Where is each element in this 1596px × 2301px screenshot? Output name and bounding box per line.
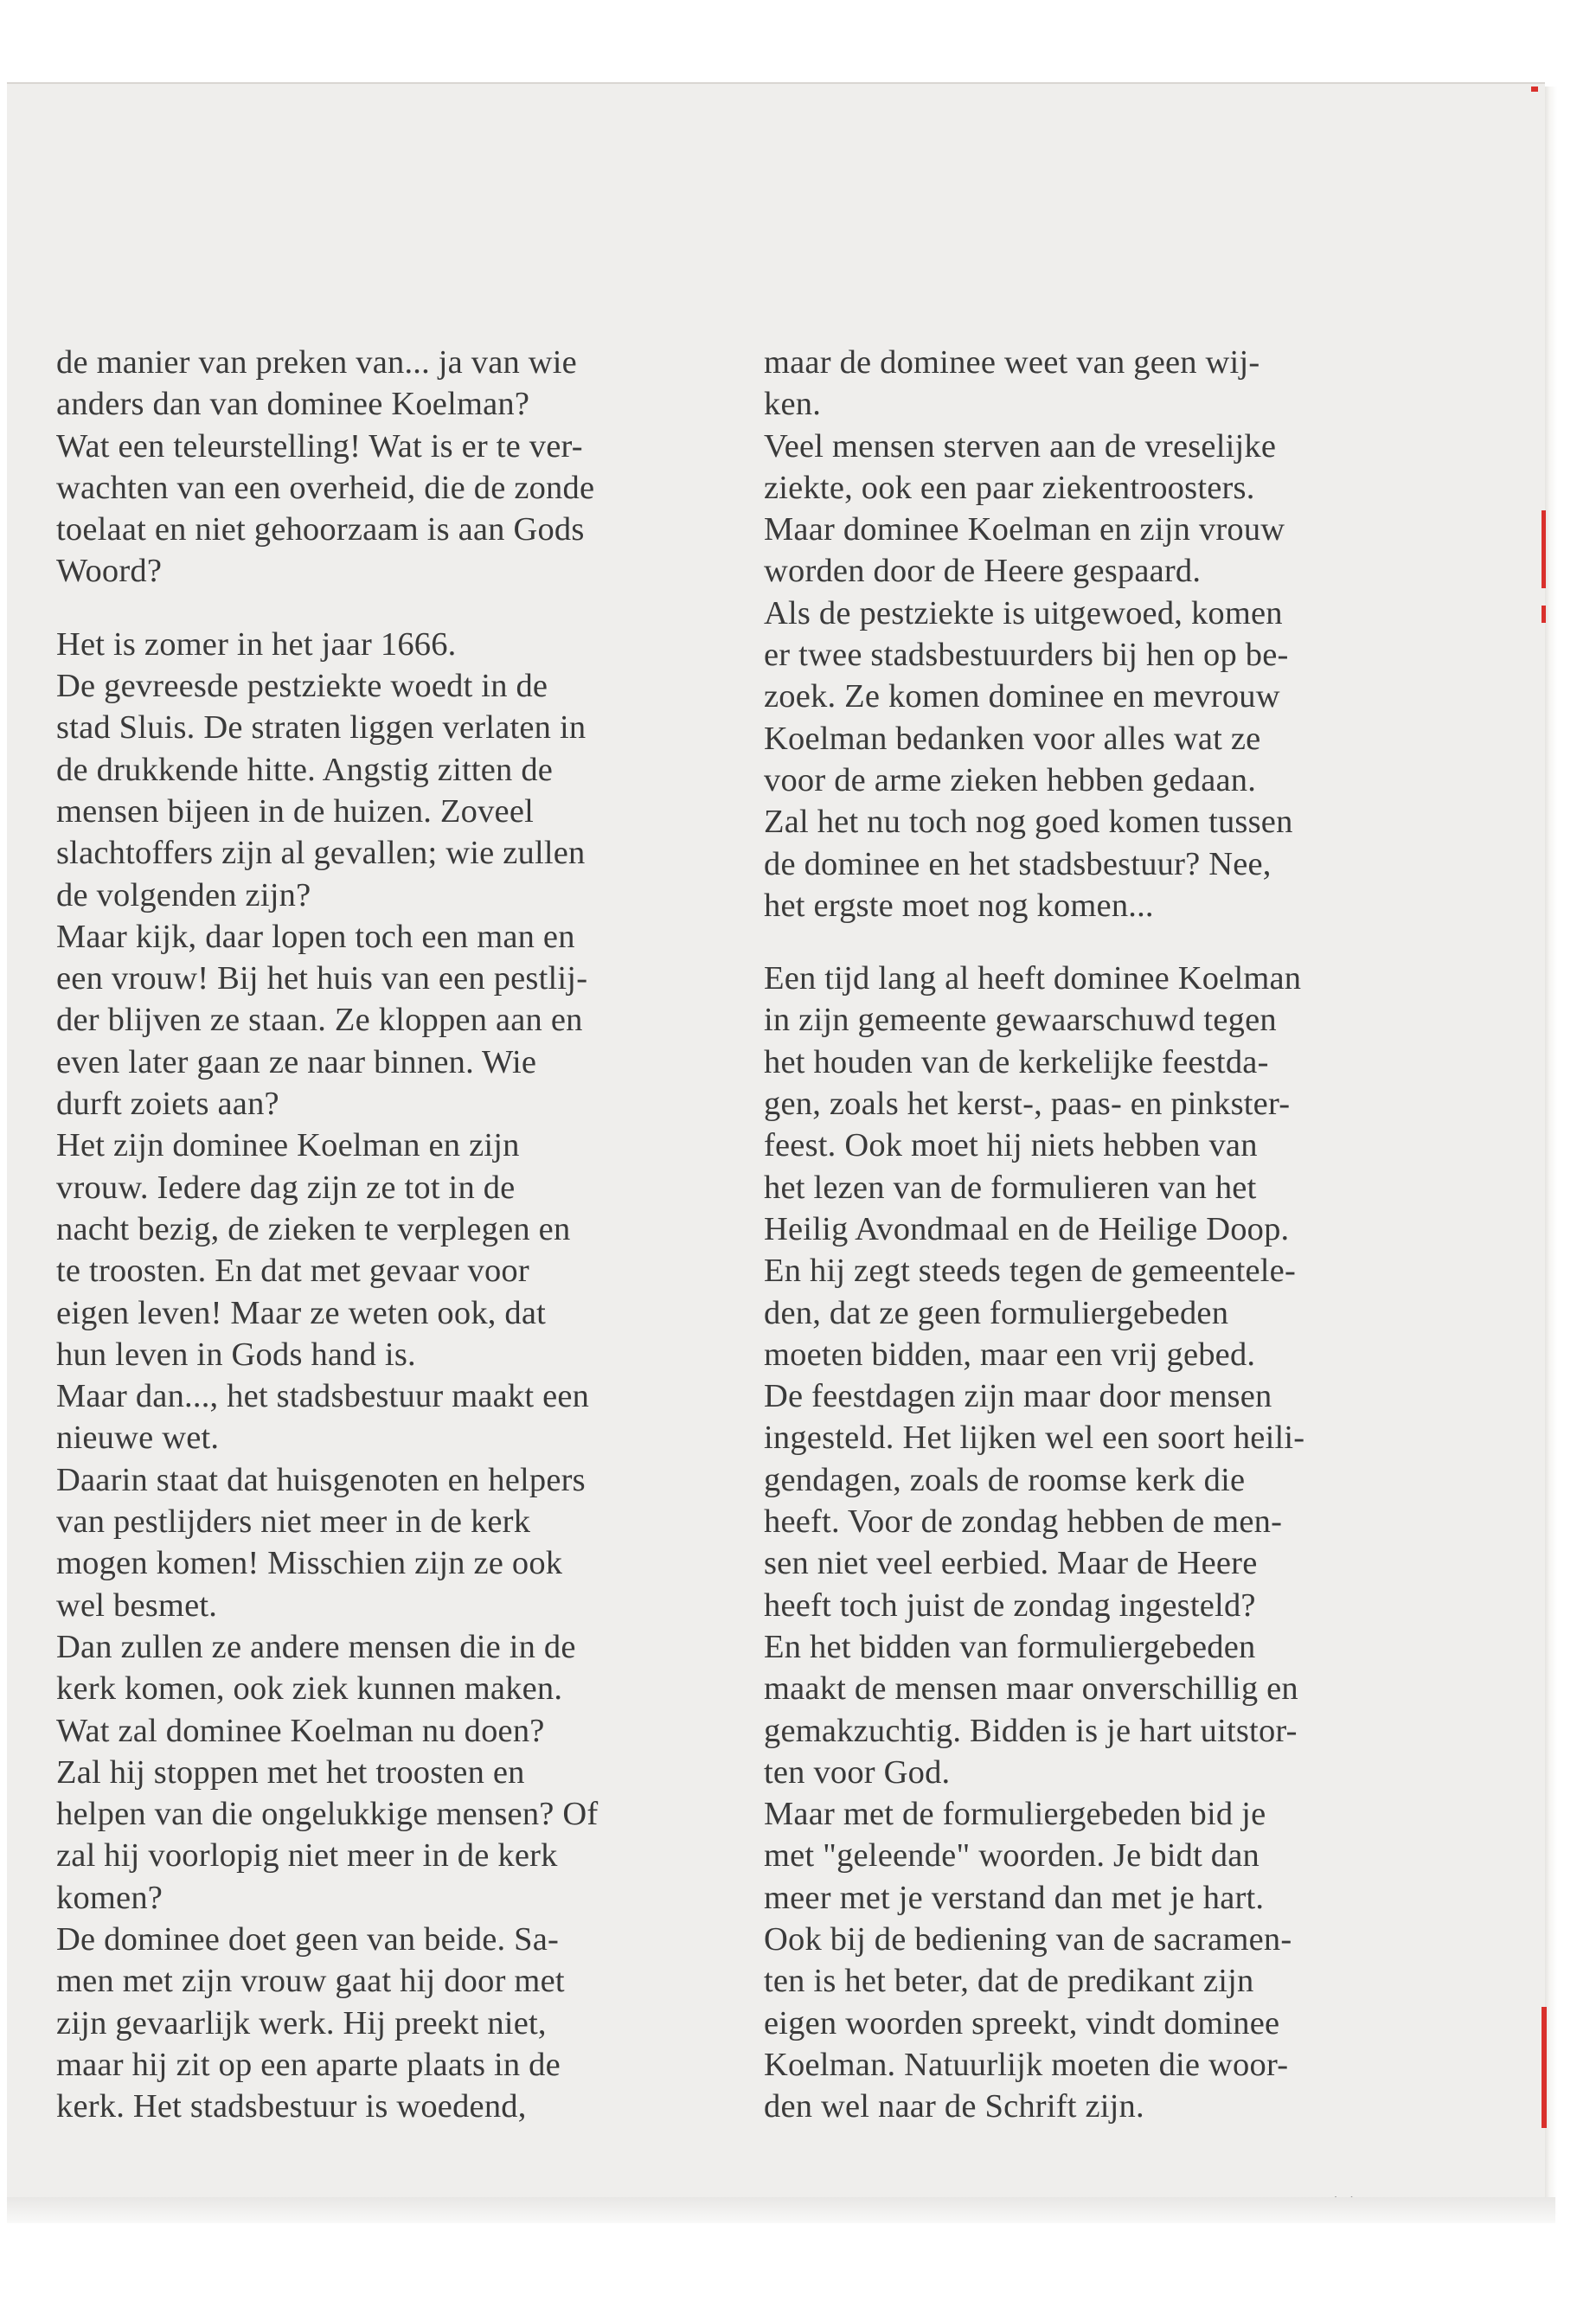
page-bottom-shadow [7,2197,1555,2223]
right-paragraph-1: maar de dominee weet van geen wij- ken. Veel mensen sterven aan de vreselijke ziekte, ook een paar ziekentroosters. Maar dominee Koelman en zijn vrouw worden door de Heere gespaard. Als de pestziekte is uitgewoed, komen er twee stadsbestuurders bij hen op be- zoek. Ze komen dominee en mevrouw Koelman bedanken voor alles wat ze voor de arme zieken hebben gedaan. Zal het nu toch nog goed komen tussen de dominee en het stadsbestuur? Nee, het ergste moet nog komen... [764,344,1293,924]
edge-color-mark [1542,2007,1547,2128]
edge-color-mark [1542,510,1546,588]
edge-color-mark [1531,87,1538,92]
left-paragraph-2: Het is zomer in het jaar 1666. De gevreesde pestziekte woedt in de stad Sluis. De straten liggen verlaten in de drukkende hitte. Angstig zitten de mensen bijeen in de huizen. Zoveel slachtoffers zijn al gevallen; wie zullen de volgenden zijn? Maar kijk, daar lopen toch een man en een vrouw! Bij het huis van een pestlij- der blijven ze staan. Ze kloppen aan en even later gaan ze naar binnen. Wie durft zoiets aan? Het zijn dominee Koelman en zijn vrouw. Iedere dag zijn ze tot in de nacht bezig, de zieken te verplegen en te troosten. En dat met gevaar voor eigen leven! Maar ze weten ook, dat hun leven in Gods hand is. Maar dan..., het stadsbestuur maakt een nieuwe wet. Daarin staat dat huisgenoten en helpers van pestlijders niet meer in de kerk mogen komen! Misschien zijn ze ook wel besmet. Dan zullen ze andere mensen die in de kerk komen, ook ziek kunnen maken. Wat zal dominee Koelman nu doen? Zal hij stoppen met het troosten en helpen van die ongelukkige mensen? Of zal hij voorlopig niet meer in de kerk komen? De dominee doet geen van beide. Sa- men met zijn vrouw gaat hij door met zijn gevaarlijk werk. Hij preekt niet, maar hij zit op een aparte plaats in de kerk. Het stadsbestuur is woedend, [56,625,599,2125]
left-paragraph-1: de manier van preken van... ja van wie anders dan van dominee Koelman? Wat een teleurstelling! Wat is er te ver- wachten van een overheid, die de zonde toelaat en niet gehoorzaam is aan Gods Woord? [56,344,595,590]
right-paragraph-2: Een tijd lang al heeft dominee Koelman in zijn gemeente gewaarschuwd tegen het houden van de kerkelijke feestda- gen, zoals het kerst-, paas- en pinkster- feest. Ook moet hij niets hebben van het lezen van de formulieren van het Heilig Avondmaal en de Heilige Doop. En hij zegt steeds tegen de gemeentele- den, dat ze geen formuliergebeden moeten bidden, maar een vrij gebed. De feestdagen zijn maar door mensen ingesteld. Het lijken wel een soort heili- gendagen, zoals de roomse kerk die heeft. Voor de zondag hebben de men- sen niet veel eerbied. Maar de Heere heeft toch juist de zondag ingesteld? En het bidden van formuliergebeden maakt de mensen maar onverschillig en gemakzuchtig. Bidden is je hart uitstor- ten voor God. Maar met de formuliergebeden bid je met "geleende" woorden. Je bidt dan meer met je verstand dan met je hart. Ook bij de bediening van de sacramen- ten is het beter, dat de predikant zijn eigen woorden spreekt, vindt dominee Koelman. Natuurlijk moeten die woor- den wel naar de Schrift zijn. [764,960,1305,2125]
right-text-column [764,342,1362,2127]
book-page [7,82,1545,2216]
page-edge [1545,87,1557,2214]
left-text-column [56,342,655,2127]
edge-color-mark [1542,606,1546,623]
